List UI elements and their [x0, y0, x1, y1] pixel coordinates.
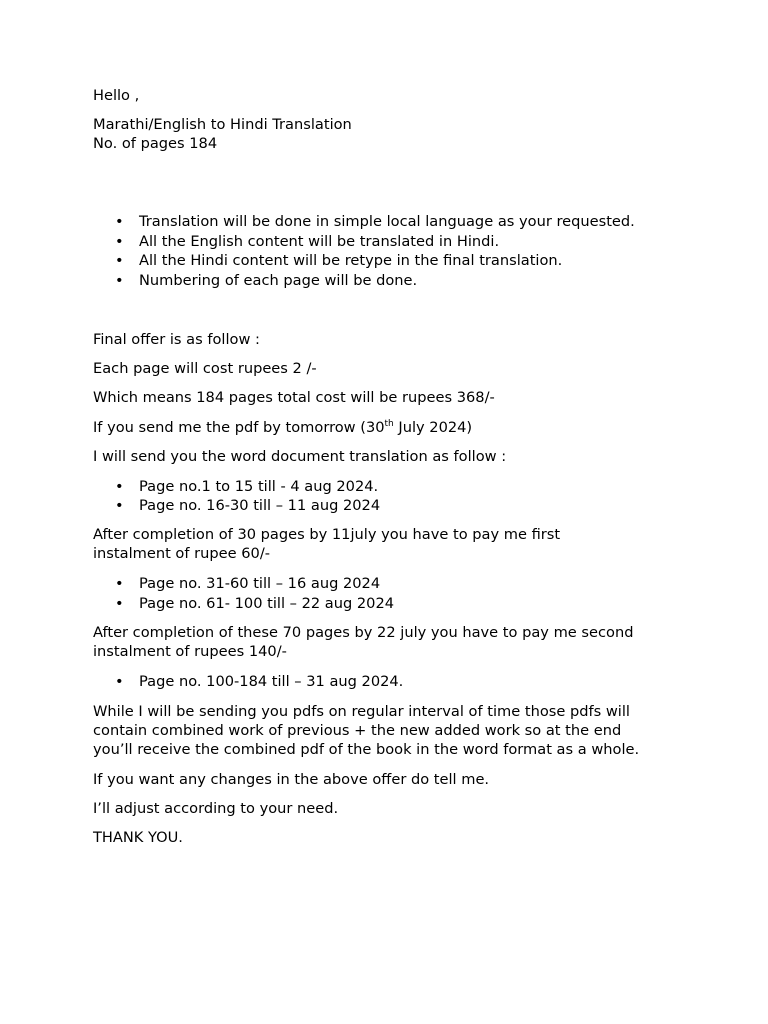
- greeting: Hello ,: [93, 87, 140, 104]
- list-item-text: Translation will be done in simple local language as your requested.: [139, 213, 635, 230]
- thank-you: THANK YOU.: [93, 829, 183, 846]
- list-item-text: Page no. 31-60 till – 16 aug 2024: [139, 575, 381, 592]
- cost-per-page: Each page will cost rupees 2 /-: [93, 360, 317, 377]
- second-instalment-line-1: After completion of these 70 pages by 22 july you have to pay me second: [93, 624, 634, 641]
- list-item-text: Page no. 61- 100 till – 22 aug 2024: [139, 595, 395, 612]
- list-item-text: Page no. 16-30 till – 11 aug 2024: [139, 497, 381, 514]
- changes-line: If you want any changes in the above offer do tell me.: [93, 771, 490, 788]
- list-item-text: Page no.1 to 15 till - 4 aug 2024.: [139, 478, 379, 495]
- final-offer-heading: Final offer is as follow :: [93, 331, 260, 348]
- subject-line: Marathi/English to Hindi Translation: [93, 116, 352, 133]
- page-count-line: No. of pages 184: [93, 135, 218, 152]
- bullet-glyph: •: [115, 595, 124, 612]
- first-instalment-line-2: instalment of rupee 60/-: [93, 545, 270, 562]
- bullet-glyph: •: [115, 575, 124, 592]
- schedule-intro: I will send you the word document translation as follow :: [93, 448, 507, 465]
- pdf-note-line-2: contain combined work of previous + the new added work so at the end: [93, 722, 622, 739]
- bullet-glyph: •: [115, 673, 124, 690]
- bullet-glyph: •: [115, 233, 124, 250]
- send-pdf-line: [93, 418, 472, 438]
- bullet-glyph: •: [115, 213, 124, 230]
- date-suffix: th: [384, 419, 394, 429]
- send-pdf-text: If you send me the pdf by tomorrow (30: [93, 419, 385, 436]
- pdf-note-line-3: you’ll receive the combined pdf of the book in the word format as a whole.: [93, 741, 640, 758]
- list-item-text: Page no. 100-184 till – 31 aug 2024.: [139, 673, 404, 690]
- total-cost: Which means 184 pages total cost will be rupees 368/-: [93, 389, 495, 406]
- first-instalment-line-1: After completion of 30 pages by 11july you have to pay me first: [93, 526, 561, 543]
- list-item-text: All the Hindi content will be retype in the final translation.: [139, 252, 563, 269]
- list-item-text: Numbering of each page will be done.: [139, 272, 418, 289]
- pdf-note-line-1: While I will be sending you pdfs on regular interval of time those pdfs will: [93, 703, 630, 720]
- bullet-glyph: •: [115, 252, 124, 269]
- list-item-text: All the English content will be translated in Hindi.: [139, 233, 500, 250]
- bullet-glyph: •: [115, 272, 124, 289]
- adjust-line: I’ll adjust according to your need.: [93, 800, 339, 817]
- second-instalment-line-2: instalment of rupees 140/-: [93, 643, 287, 660]
- bullet-glyph: •: [115, 478, 124, 495]
- bullet-glyph: •: [115, 497, 124, 514]
- send-pdf-date: July 2024): [393, 419, 473, 436]
